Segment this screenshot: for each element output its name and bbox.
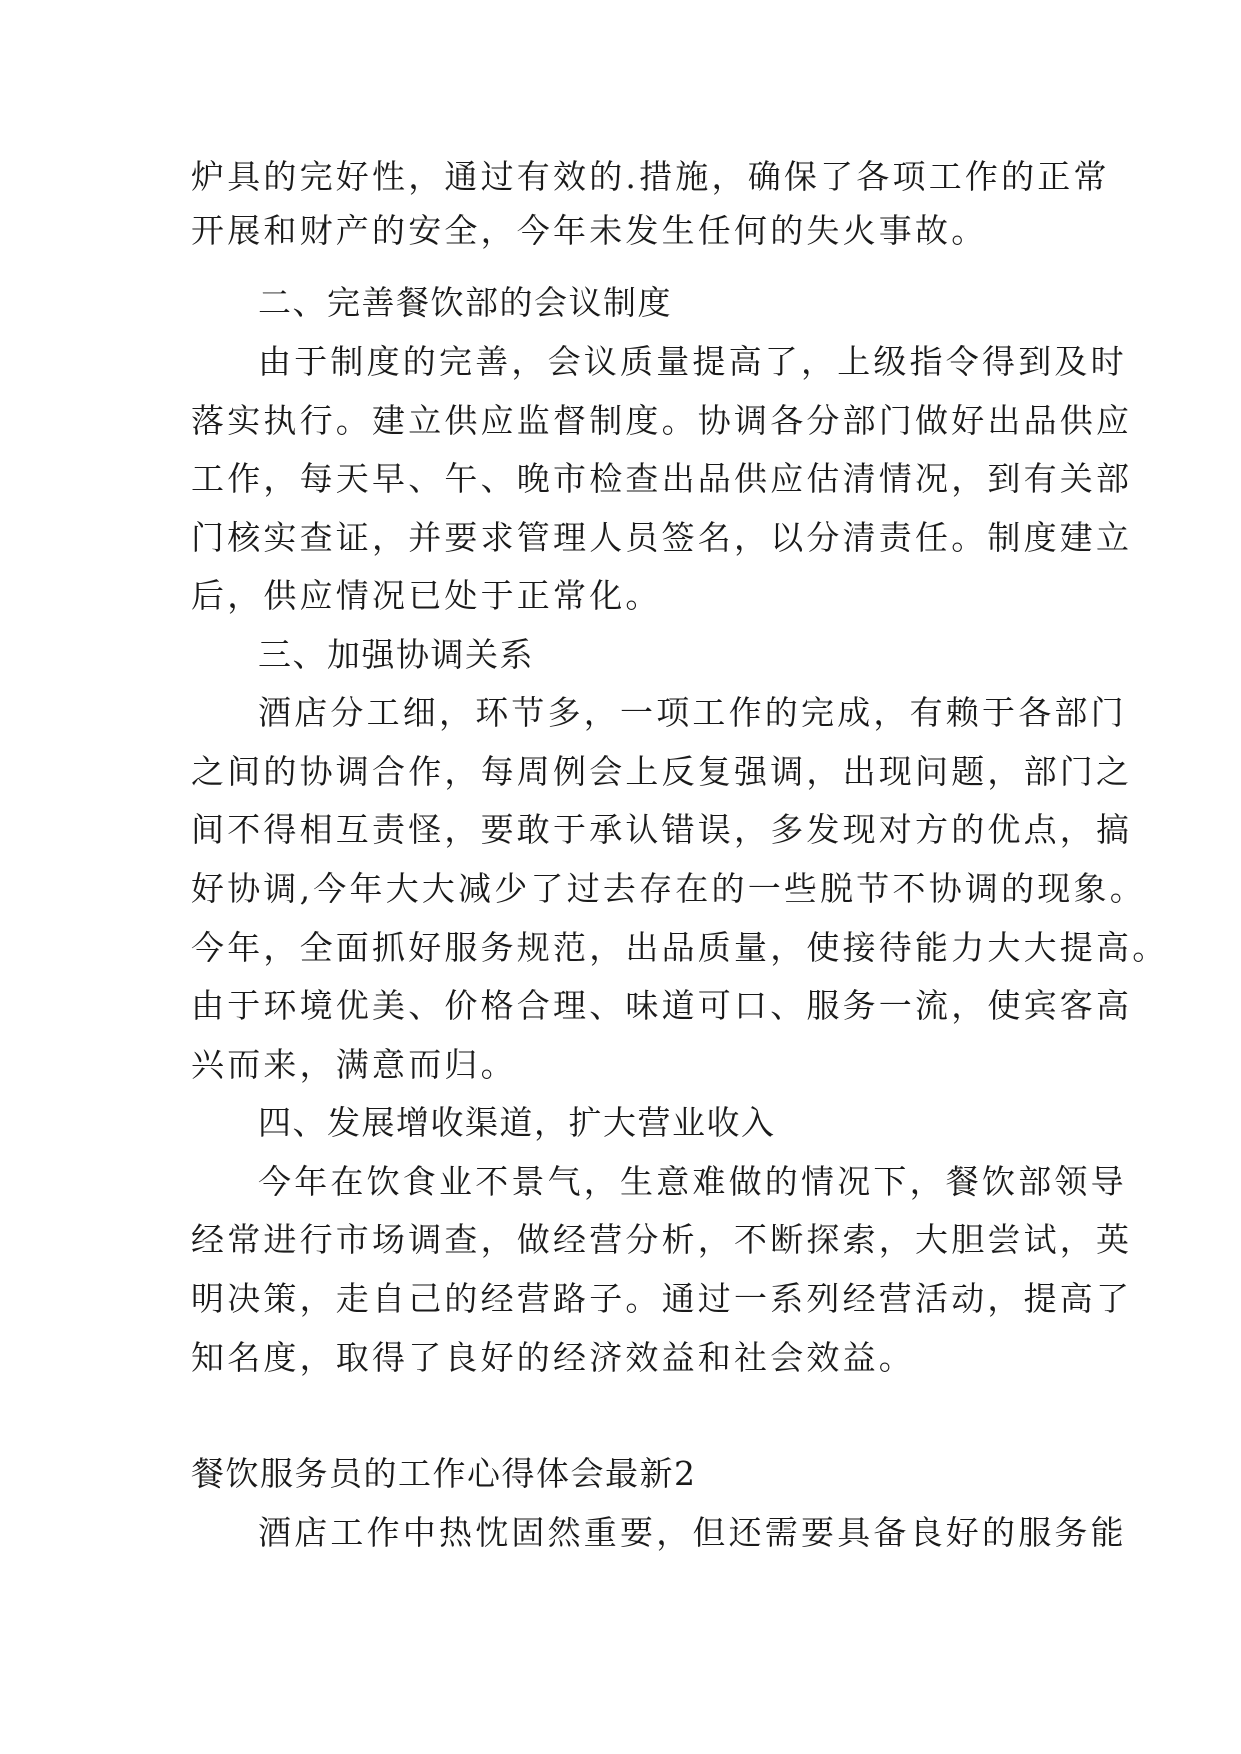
paragraph-line: 由于环境优美、价格合理、味道可口、服务一流，使宾客高 xyxy=(191,986,1133,1025)
paragraph-line: 知名度，取得了良好的经济效益和社会效益。 xyxy=(191,1338,915,1377)
paragraph-line: 酒店工作中热忱固然重要，但还需要具备良好的服务能 xyxy=(258,1513,1127,1552)
paragraph-line: 今年在饮食业不景气，生意难做的情况下，餐饮部领导 xyxy=(258,1162,1127,1201)
paragraph-line: 门核实查证，并要求管理人员签名，以分清责任。制度建立 xyxy=(191,518,1133,557)
paragraph-line: 酒店分工细，环节多，一项工作的完成，有赖于各部门 xyxy=(258,693,1127,732)
section-heading: 三、加强协调关系 xyxy=(258,635,534,674)
section-heading: 四、发展增收渠道，扩大营业收入 xyxy=(258,1103,776,1142)
paragraph-line: 工作，每天早、午、晚市检查出品供应估清情况，到有关部 xyxy=(191,459,1133,498)
paragraph-line: 今年，全面抓好服务规范，出品质量，使接待能力大大提高。 xyxy=(191,928,1169,967)
paragraph-line: 落实执行。建立供应监督制度。协调各分部门做好出品供应 xyxy=(191,401,1133,440)
paragraph-line: 开展和财产的安全，今年未发生任何的失火事故。 xyxy=(191,211,988,250)
article-title: 餐饮服务员的工作心得体会最新2 xyxy=(191,1454,697,1493)
paragraph-line: 兴而来，满意而归。 xyxy=(191,1045,517,1084)
paragraph-line: 间不得相互责怪，要敢于承认错误，多发现对方的优点，搞 xyxy=(191,810,1133,849)
paragraph-line: 好协调,今年大大减少了过去存在的一些脱节不协调的现象。 xyxy=(191,869,1146,908)
paragraph-line: 炉具的完好性，通过有效的.措施，确保了各项工作的正常 xyxy=(191,157,1110,196)
section-heading: 二、完善餐饮部的会议制度 xyxy=(258,283,672,322)
paragraph-line: 后，供应情况已处于正常化。 xyxy=(191,576,662,615)
paragraph-line: 经常进行市场调查，做经营分析，不断探索，大胆尝试，英 xyxy=(191,1220,1133,1259)
paragraph-line: 明决策，走自己的经营路子。通过一系列经营活动，提高了 xyxy=(191,1279,1133,1318)
paragraph-line: 由于制度的完善，会议质量提高了，上级指令得到及时 xyxy=(258,342,1127,381)
paragraph-line: 之间的协调合作，每周例会上反复强调，出现问题，部门之 xyxy=(191,752,1133,791)
